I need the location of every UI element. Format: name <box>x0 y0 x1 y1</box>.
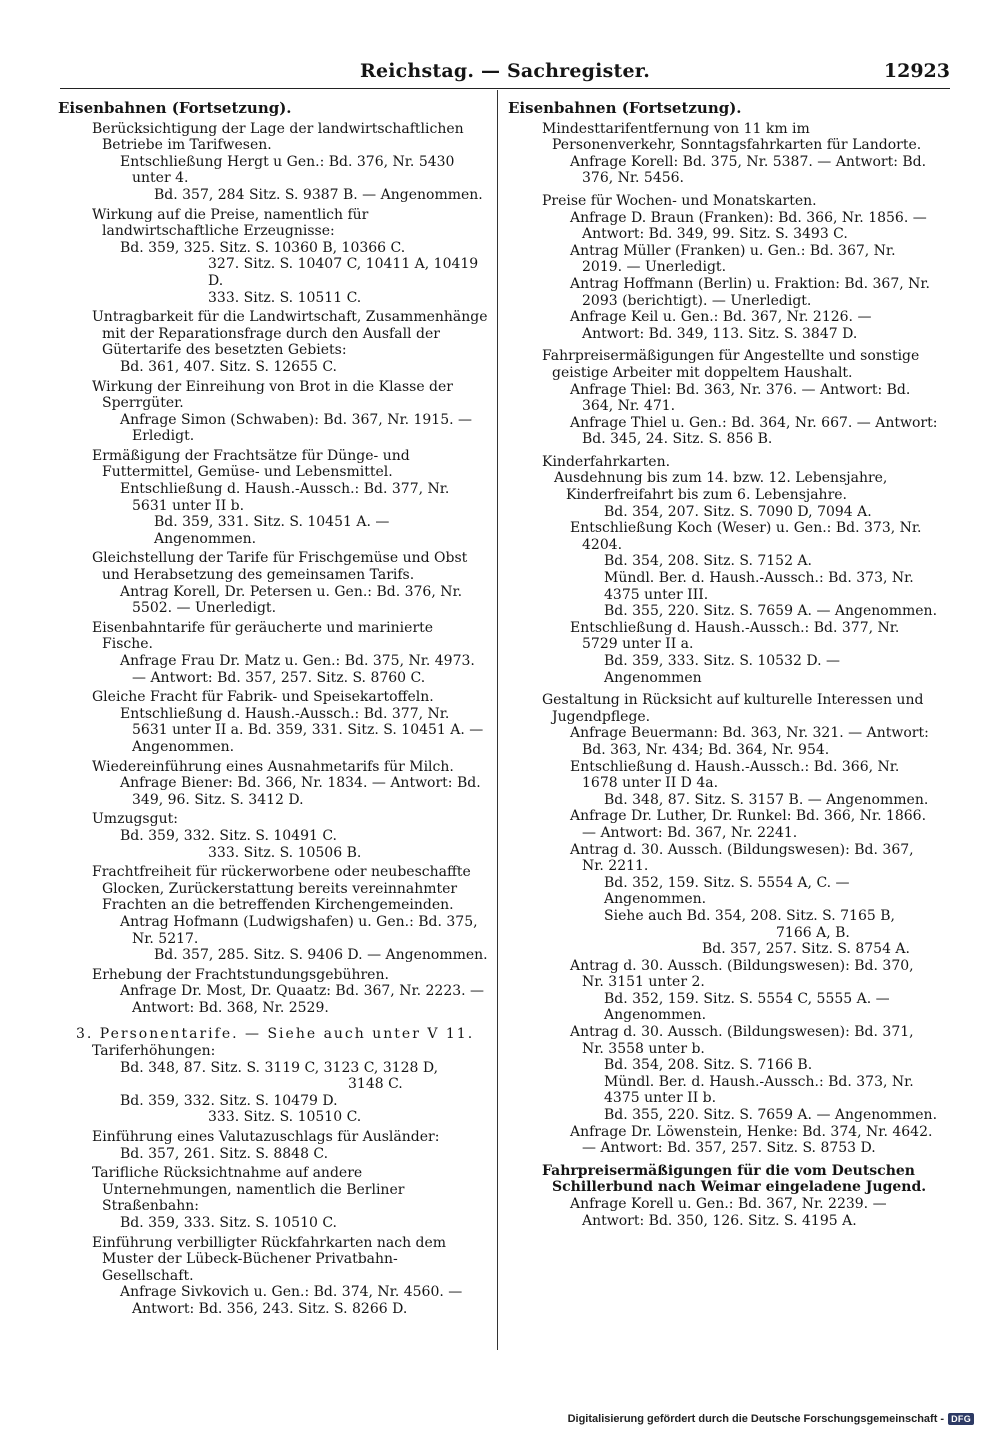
entry-reference: Entschließung d. Haush.-Aussch.: Bd. 377, Nr. 5729 unter II a. <box>570 619 900 653</box>
entry-session-ref: 7166 A, B. <box>776 924 850 941</box>
page-header <box>60 58 950 89</box>
entry-session-ref: Bd. 359, 331. Sitz. S. 10451 A. — Angenommen. <box>154 514 390 547</box>
entry-topic: Berücksichtigung der Lage der landwirtschaftlichen Betriebe im Tarifwesen. <box>92 120 464 154</box>
entry-session-ref: 333. Sitz. S. 10510 C. <box>208 1109 362 1126</box>
index-entry <box>58 1043 488 1126</box>
entry-session-ref: Bd. 354, 208. Sitz. S. 7152 A. <box>604 553 812 570</box>
entry-topic: Fahrpreisermäßigungen für Angestellte und sonstige geistige Arbeiter mit doppeltem Haushalt. <box>542 348 920 381</box>
entry-session-ref: Bd. 354, 207. Sitz. S. 7090 D, 7094 A. <box>604 503 872 520</box>
entry-topic: Eisenbahntarife für geräucherte und marinierte Fische. <box>92 619 434 653</box>
column-divider <box>497 90 498 1350</box>
entry-topic: Gleichstellung der Tarife für Frischgemüse und Obst und Herabsetzung des gemeinsamen Tarifs. <box>92 550 468 584</box>
entry-topic: Wirkung auf die Preise, namentlich für landwirtschaftliche Erzeugnisse: <box>92 206 369 240</box>
entry-reference: Bd. 357, 261. Sitz. S. 8848 C. <box>120 1145 329 1162</box>
index-entry <box>58 207 488 307</box>
left-column <box>58 100 488 1321</box>
entry-topic: Gleiche Fracht für Fabrik- und Speisekartoffeln. <box>92 689 434 706</box>
entry-session-ref: 3148 C. <box>348 1076 403 1093</box>
entry-session-ref: 333. Sitz. S. 10506 B. <box>208 844 362 861</box>
index-entry <box>58 1235 488 1318</box>
entry-reference: Anfrage Keil u. Gen.: Bd. 367, Nr. 2126. — Antwort: Bd. 349, 113. Sitz. S. 3847 D. <box>570 309 872 342</box>
entry-subtopic: Ausdehnung bis zum 14. bzw. 12. Lebensjahre, Kinderfreifahrt bis zum 6. Lebensjahre. <box>554 470 888 504</box>
entry-reference: Entschließung Hergt u Gen.: Bd. 376, Nr. 5430 unter 4. <box>120 153 455 187</box>
entry-reference: Anfrage Dr. Most, Dr. Quaatz: Bd. 367, Nr. 2223. — Antwort: Bd. 368, Nr. 2529. <box>120 983 485 1016</box>
section-heading: 3. Personentarife. — Siehe auch unter V 11. <box>76 1026 475 1043</box>
index-entry <box>508 193 938 342</box>
entry-topic: Tariferhöhungen: <box>92 1043 216 1060</box>
index-entry <box>58 689 488 755</box>
entry-session-ref: Siehe auch Bd. 354, 208. Sitz. S. 7165 B, <box>604 907 895 924</box>
entry-reference: Antrag Korell, Dr. Petersen u. Gen.: Bd. 376, Nr. 5502. — Unerledigt. <box>120 583 463 617</box>
index-entry <box>58 1129 488 1162</box>
entry-topic: Tarifliche Rücksichtnahme auf andere Unternehmungen, namentlich die Berliner Straßenbahn: <box>92 1165 405 1215</box>
entry-reference: Anfrage Sivkovich u. Gen.: Bd. 374, Nr. 4560. — Antwort: Bd. 356, 243. Sitz. S. 8266 D. <box>120 1284 463 1317</box>
index-entry <box>58 811 488 861</box>
entry-reference: Anfrage D. Braun (Franken): Bd. 366, Nr. 1856. — Antwort: Bd. 349, 99. Sitz. S. 3493 C. <box>570 209 927 243</box>
index-entry <box>508 348 938 448</box>
entry-reference: Antrag d. 30. Aussch. (Bildungswesen): Bd. 371, Nr. 3558 unter b. <box>570 1024 914 1057</box>
index-entry <box>58 864 488 964</box>
entry-topic: Fahrpreisermäßigungen für die vom Deutschen Schillerbund nach Weimar eingeladene Jugend. <box>542 1162 927 1196</box>
entry-session-ref: Bd. 355, 220. Sitz. S. 7659 A. — Angenommen. <box>604 603 938 620</box>
entry-reference: Entschließung d. Haush.-Aussch.: Bd. 366, Nr. 1678 unter II D 4a. <box>570 758 900 792</box>
index-entry <box>58 759 488 809</box>
credit-text: Digitalisierung gefördert durch die Deutsche Forschungsgemeinschaft - <box>567 1413 945 1425</box>
index-entry <box>508 121 938 187</box>
index-entry <box>508 454 938 686</box>
entry-reference: Antrag Müller (Franken) u. Gen.: Bd. 367, Nr. 2019. — Unerledigt. <box>570 242 896 276</box>
index-entry <box>58 550 488 616</box>
right-column <box>508 100 938 1232</box>
entry-topic: Wiedereinführung eines Ausnahmetarifs für Milch. <box>92 758 454 775</box>
entry-topic: Mindesttarifentfernung von 11 km im Personenverkehr, Sonntagsfahrkarten für Landorte. <box>542 120 922 154</box>
entry-topic: Ermäßigung der Frachtsätze für Dünge- und Futtermittel, Gemüse- und Lebensmittel. <box>92 447 410 481</box>
dfg-logo-icon: DFG <box>948 1413 974 1425</box>
entry-reference: Antrag Hofmann (Ludwigshafen) u. Gen.: Bd. 375, Nr. 5217. <box>120 913 478 947</box>
entry-reference: Anfrage Frau Dr. Matz u. Gen.: Bd. 375, Nr. 4973. — Antwort: Bd. 357, 257. Sitz. S. 8760 C. <box>120 653 475 686</box>
entry-topic: Preise für Wochen- und Monatskarten. <box>542 192 817 209</box>
entry-reference: Entschließung d. Haush.-Aussch.: Bd. 377, Nr. 5631 unter II b. <box>120 481 450 514</box>
index-entry <box>58 967 488 1017</box>
entry-topic: Gestaltung in Rücksicht auf kulturelle Interessen und Jugendpflege. <box>542 692 924 725</box>
entry-session-ref: Bd. 357, 284 Sitz. S. 9387 B. — Angenommen. <box>154 186 483 203</box>
entry-reference: Entschließung d. Haush.-Aussch.: Bd. 377, Nr. 5631 unter II a. Bd. 359, 331. Sitz. S. 10451 A. — Angenommen. <box>120 705 484 755</box>
entry-reference: Bd. 359, 332. Sitz. S. 10491 C. <box>120 827 338 844</box>
entry-reference: Bd. 361, 407. Sitz. S. 12655 C. <box>120 358 338 375</box>
entry-topic: Untragbarkeit für die Landwirtschaft, Zusammenhänge mit der Reparationsfrage durch den Ausfall der Gütertarife des besetzten Gebiets: <box>92 309 488 359</box>
entry-reference: Anfrage Dr. Luther, Dr. Runkel: Bd. 366, Nr. 1866. — Antwort: Bd. 367, Nr. 2241. <box>570 808 927 841</box>
index-entry <box>58 1165 488 1231</box>
entry-session-ref: Bd. 357, 257. Sitz. S. 8754 A. <box>702 941 910 958</box>
entry-session-ref: Bd. 348, 87. Sitz. S. 3157 B. — Angenommen. <box>604 791 929 808</box>
entry-reference: Anfrage Thiel: Bd. 363, Nr. 376. — Antwort: Bd. 364, Nr. 471. <box>570 381 911 415</box>
entry-reference: Bd. 348, 87. Sitz. S. 3119 C, 3123 C, 3128 D, <box>120 1059 439 1076</box>
entry-topic: Umzugsgut: <box>92 811 178 828</box>
entry-reference: Entschließung Koch (Weser) u. Gen.: Bd. 373, Nr. 4204. <box>570 520 922 553</box>
entry-session-ref: Mündl. Ber. d. Haush.-Aussch.: Bd. 373, Nr. 4375 unter III. <box>604 570 914 603</box>
entry-session-ref: Bd. 352, 159. Sitz. S. 5554 C, 5555 A. — Angenommen. <box>604 990 890 1024</box>
entry-session-ref: Mündl. Ber. d. Haush.-Aussch.: Bd. 373, Nr. 4375 unter II b. <box>604 1073 914 1107</box>
index-entry <box>58 379 488 445</box>
entry-session-ref: Bd. 357, 285. Sitz. S. 9406 D. — Angenommen. <box>154 947 488 964</box>
entry-topic: Einführung eines Valutazuschlags für Ausländer: <box>92 1129 440 1146</box>
index-entry <box>58 620 488 686</box>
entry-reference: Bd. 359, 332. Sitz. S. 10479 D. <box>120 1092 338 1109</box>
digitization-credit <box>568 1412 974 1426</box>
entry-reference: Antrag d. 30. Aussch. (Bildungswesen): Bd. 370, Nr. 3151 unter 2. <box>570 957 914 991</box>
entry-topic: Kinderfahrkarten. <box>542 453 671 470</box>
entry-session-ref: Bd. 352, 159. Sitz. S. 5554 A, C. — Angenommen. <box>604 874 850 908</box>
entry-session-ref: Bd. 359, 333. Sitz. S. 10532 D. — Angenommen <box>604 653 840 686</box>
entry-reference: Anfrage Beuermann: Bd. 363, Nr. 321. — Antwort: Bd. 363, Nr. 434; Bd. 364, Nr. 954. <box>570 725 929 758</box>
entry-session-ref: 333. Sitz. S. 10511 C. <box>208 289 362 306</box>
entry-reference: Anfrage Dr. Löwenstein, Henke: Bd. 374, Nr. 4642. — Antwort: Bd. 357, 257. Sitz. S. 8753 D. <box>570 1123 933 1157</box>
entry-session-ref: Bd. 354, 208. Sitz. S. 7166 B. <box>604 1057 813 1074</box>
running-head: Reichstag. — Sachregister. <box>359 60 651 82</box>
entry-reference: Antrag Hoffmann (Berlin) u. Fraktion: Bd. 367, Nr. 2093 (berichtigt). — Unerledigt. <box>570 275 931 309</box>
column-heading: Eisenbahnen (Fortsetzung). <box>58 99 292 117</box>
entry-session-ref: 327. Sitz. S. 10407 C, 10411 A, 10419 D. <box>208 256 479 289</box>
entry-reference: Bd. 359, 325. Sitz. S. 10360 B, 10366 C. <box>120 239 406 256</box>
entry-topic: Einführung verbilligter Rückfahrkarten nach dem Muster der Lübeck-Büchener Privatbahn-Gesellschaft. <box>92 1234 447 1284</box>
index-entry <box>58 448 488 548</box>
entry-reference: Anfrage Korell: Bd. 375, Nr. 5387. — Antwort: Bd. 376, Nr. 5456. <box>570 153 927 187</box>
entry-session-ref: Bd. 355, 220. Sitz. S. 7659 A. — Angenommen. <box>604 1107 938 1124</box>
index-entry <box>508 1163 938 1229</box>
entry-topic: Erhebung der Frachtstundungsgebühren. <box>92 966 389 983</box>
entry-reference: Anfrage Simon (Schwaben): Bd. 367, Nr. 1915. — Erledigt. <box>120 411 473 445</box>
entry-reference: Bd. 359, 333. Sitz. S. 10510 C. <box>120 1215 338 1231</box>
entry-topic: Frachtfreiheit für rückerworbene oder neubeschaffte Glocken, Zurückerstattung bereits vereinnahmter Frachten an die betreffenden Kirchengemeinden. <box>92 864 471 914</box>
index-entry <box>58 121 488 204</box>
entry-reference: Anfrage Biener: Bd. 366, Nr. 1834. — Antwort: Bd. 349, 96. Sitz. S. 3412 D. <box>120 775 481 808</box>
entry-reference: Anfrage Thiel u. Gen.: Bd. 364, Nr. 667. — Antwort: Bd. 345, 24. Sitz. S. 856 B. <box>570 414 938 448</box>
entry-topic: Wirkung der Einreihung von Brot in die Klasse der Sperrgüter. <box>92 378 453 412</box>
entry-reference: Anfrage Korell u. Gen.: Bd. 367, Nr. 2239. — Antwort: Bd. 350, 126. Sitz. S. 4195 A. <box>570 1196 887 1229</box>
index-entry <box>508 692 938 1157</box>
entry-reference: Antrag d. 30. Aussch. (Bildungswesen): Bd. 367, Nr. 2211. <box>570 841 914 875</box>
column-heading: Eisenbahnen (Fortsetzung). <box>508 99 742 117</box>
page-number: 12923 <box>883 60 950 82</box>
index-entry <box>58 309 488 375</box>
